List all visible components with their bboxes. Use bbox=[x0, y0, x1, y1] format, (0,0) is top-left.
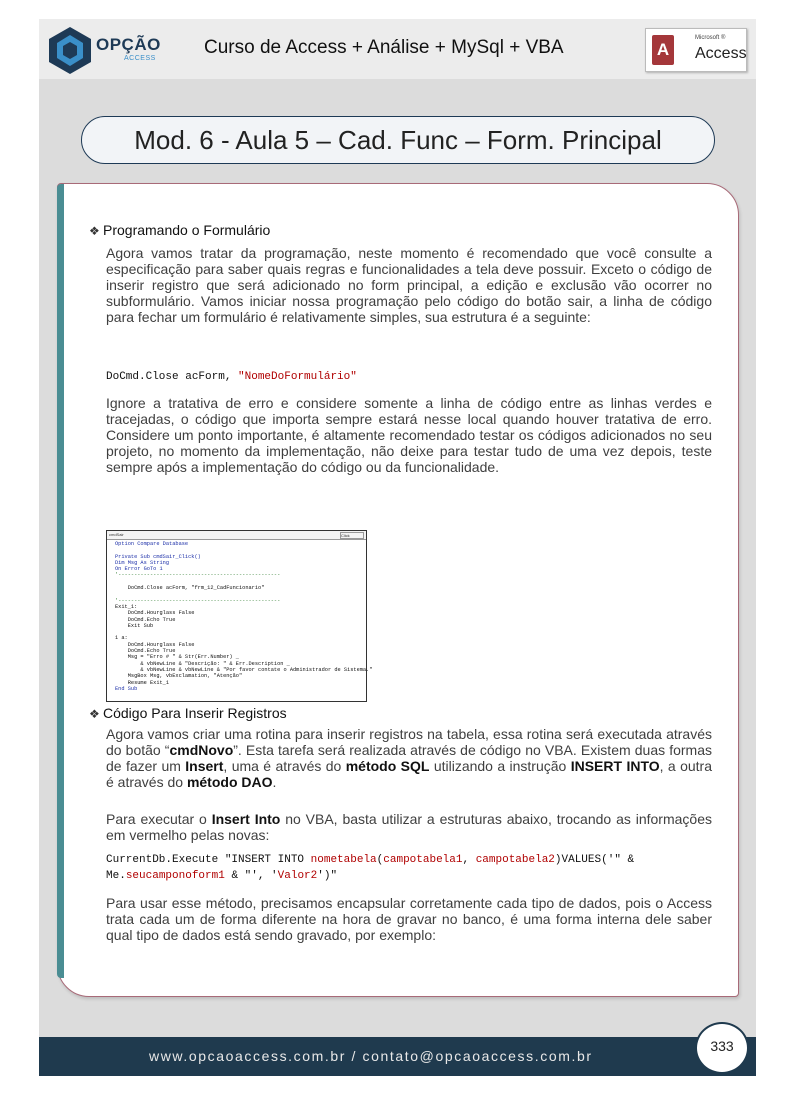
code-line: Me.seucamponoform1 & "', 'Valor2')" bbox=[106, 870, 338, 882]
logo-text: OPÇÃO bbox=[96, 35, 161, 54]
page-number: 333 bbox=[695, 1022, 749, 1074]
code-listing-line: DoCmd.Hourglass False bbox=[115, 610, 195, 617]
header bbox=[39, 19, 756, 79]
code-listing-line: Msg = "Erro # " & Str(Err.Number) _ bbox=[115, 654, 239, 661]
vba-code-screenshot bbox=[106, 530, 373, 702]
code-line: CurrentDb.Execute "INSERT INTO nometabela(campotabela1, campotabela2)VALUES('" & bbox=[106, 854, 635, 866]
diamond-bullet-icon: ❖ bbox=[89, 707, 100, 721]
code-listing-line: '--------------------------------------------------- bbox=[115, 572, 281, 579]
vba-code-listing bbox=[115, 541, 372, 692]
code-listing-line: Private Sub cmdSair_Click() bbox=[115, 553, 201, 560]
accent-bar bbox=[57, 184, 64, 978]
vba-editor-toolbar bbox=[107, 531, 366, 540]
code-listing-line: Option Compare Database bbox=[115, 541, 189, 547]
paragraph: Para usar esse método, precisamos encapsular corretamente cada tipo de dados, pois o Access trata cada um de forma diferente na hora de gravar no banco, é uma forma interna dele saber qual tipo de dados está sendo gravado, por exemplo: bbox=[106, 895, 712, 943]
procedure-combo-left: cmdSair bbox=[109, 532, 124, 537]
section-title-insert bbox=[89, 705, 287, 721]
code-listing-line: MsgBox Msg, vbExclamation, "Atenção" bbox=[115, 673, 243, 680]
microsoft-label: Microsoft ® bbox=[695, 35, 726, 41]
access-badge bbox=[645, 28, 747, 72]
section-title-text: Código Para Inserir Registros bbox=[103, 705, 287, 721]
code-listing-line: 1 a: bbox=[115, 635, 128, 642]
paragraph: Para executar o Insert Into no VBA, basta utilizar a estruturas abaixo, trocando as informações em vermelho pelas novas: bbox=[106, 811, 712, 843]
code-listing-line: Resume Exit_1 bbox=[115, 679, 170, 686]
logo-subtext: ACCESS bbox=[124, 55, 156, 62]
code-listing-line: & vbNewLine & "Descrição: " & Err.Description _ bbox=[115, 660, 290, 667]
code-listing-line: '--------------------------------------------------- bbox=[115, 597, 281, 604]
code-listing-line: DoCmd.Echo True bbox=[115, 616, 176, 623]
footer bbox=[39, 1037, 756, 1076]
code-listing-line: End Sub bbox=[115, 685, 138, 692]
diamond-bullet-icon: ❖ bbox=[89, 224, 100, 238]
code-listing-line: Exit Sub bbox=[115, 622, 154, 629]
access-label: Access bbox=[695, 45, 747, 62]
procedure-combo-right: Click bbox=[340, 532, 364, 539]
code-listing-line: DoCmd.Echo True bbox=[115, 648, 176, 655]
access-logo-icon: A bbox=[652, 35, 674, 65]
opcao-logo-icon bbox=[47, 25, 93, 75]
footer-contact: www.opcaoaccess.com.br / contato@opcaoaccess.com.br bbox=[149, 1048, 593, 1064]
paragraph: Agora vamos tratar da programação, neste momento é recomendado que você consulte a especificação para saber quais regras e funcionalidades a tela deve possuir. Exceto o código de inserir registro que será adicionado no form principal, a edição e exclusão vão ocorrer no subformulário. Vamos iniciar nossa programação pelo código do botão sair, a linha de código para fechar um formulário é relativamente simples, sua estrutura é a seguinte: bbox=[106, 245, 712, 325]
section-title-programming bbox=[89, 222, 270, 238]
section-title-text: Programando o Formulário bbox=[103, 222, 271, 238]
paragraph: Ignore a tratativa de erro e considere somente a linha de código entre as linhas verdes e tracejadas, o código que importa sempre estará nesse local quando houver tratativa de erro. Considere um ponto importante, é altamente recomendado testar os códigos adicionados no seu projeto, no momento da implementação, não deixe para testar tudo de uma vez depois, teste sempre após a implementação do código ou da funcionalidade. bbox=[106, 395, 712, 475]
code-line: DoCmd.Close acForm, "NomeDoFormulário" bbox=[106, 371, 357, 383]
paragraph: Agora vamos criar uma rotina para inserir registros na tabela, essa rotina será executada através do botão “cmdNovo”. Esta tarefa será realizada através de código no VBA. Existem duas formas de fazer um Insert, uma é através do método SQL utilizando a instrução INSERT INTO, a outra é através do método DAO. bbox=[106, 726, 712, 790]
course-title: Curso de Access + Análise + MySql + VBA bbox=[204, 37, 564, 58]
content-card bbox=[57, 183, 739, 997]
code-listing-line: Exit_1: bbox=[115, 603, 138, 610]
code-listing-line: On Error GoTo 1 bbox=[115, 566, 163, 573]
page bbox=[39, 19, 756, 1076]
code-listing-line: & vbNewLine & vbNewLine & "Por favor contate o Administrador de Sistema." bbox=[115, 666, 373, 673]
code-listing-line: DoCmd.Close acForm, "frm_12_CadFuncionario" bbox=[115, 585, 265, 592]
code-listing-line: DoCmd.Hourglass False bbox=[115, 641, 195, 648]
lesson-title: Mod. 6 - Aula 5 – Cad. Func – Form. Principal bbox=[81, 116, 715, 164]
code-listing-line: Dim Msg As String bbox=[115, 559, 170, 566]
